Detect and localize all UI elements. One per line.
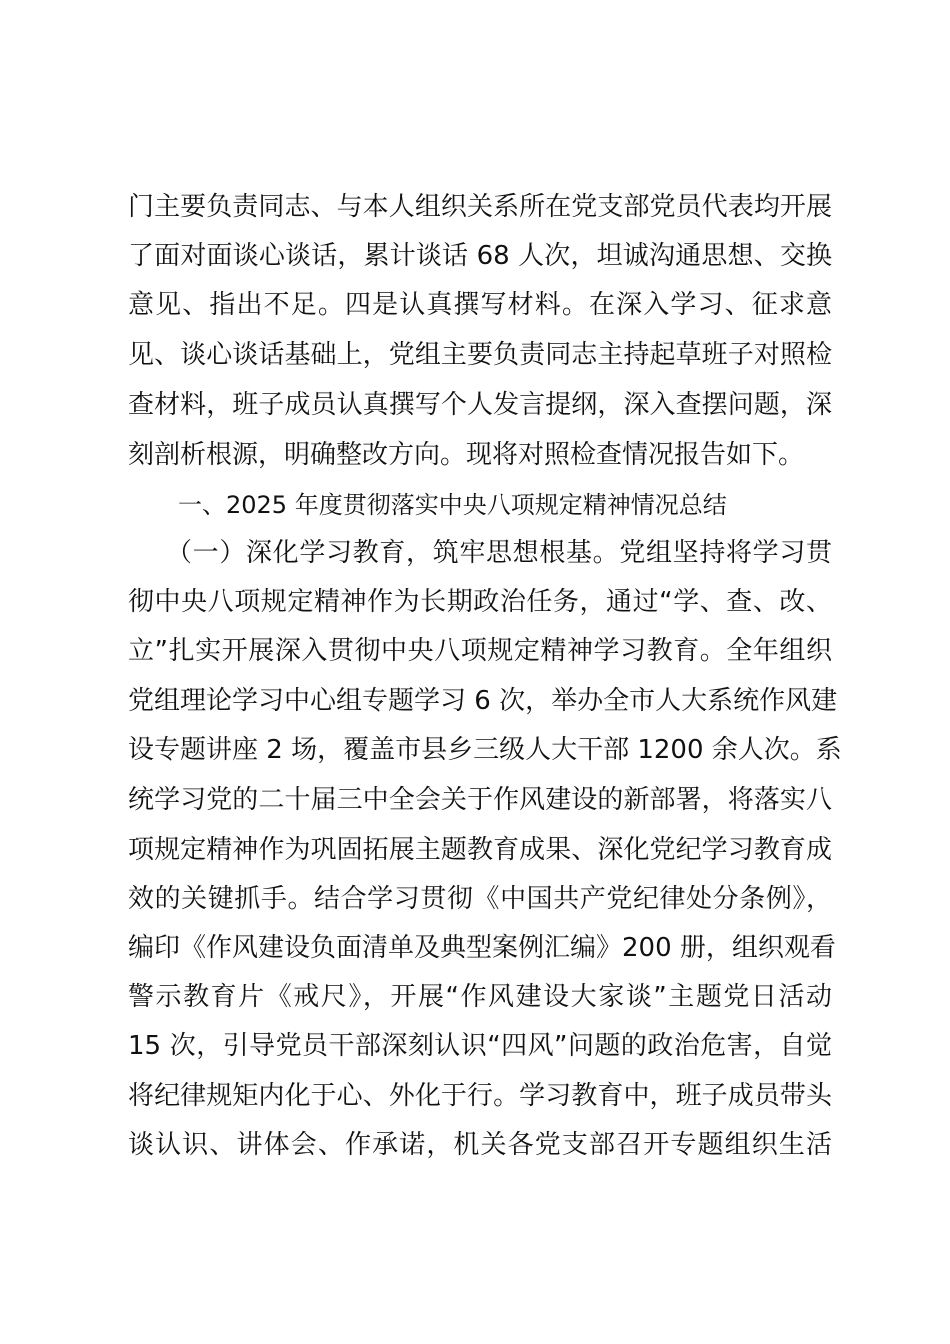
paragraph-line: 警示教育片《戒尺》，开展“作风建设大家谈”主题党日活动 — [128, 982, 832, 1012]
paragraph-line: 设专题讲座 2 场，覆盖市县乡三级人大干部 1200 余人次。系 — [128, 735, 842, 765]
paragraph-line: 谈认识、讲体会、作承诺，机关各党支部召开专题组织生活 — [128, 1130, 832, 1160]
paragraph-line: 15 次，引导党员干部深刻认识“四风”问题的政治危害，自觉 — [128, 1031, 832, 1061]
paragraph-line: 统学习党的二十届三中全会关于作风建设的新部署，将落实八 — [128, 785, 832, 815]
paragraph-line: 刻剖析根源，明确整改方向。现将对照检查情况报告如下。 — [128, 440, 805, 470]
paragraph-line: （一）深化学习教育，筑牢思想根基。党组坚持将学习贯 — [166, 538, 832, 568]
paragraph-line: 查材料，班子成员认真撰写个人发言提纲，深入查摆问题，深 — [128, 390, 832, 420]
paragraph-line: 立”扎实开展深入贯彻中央八项规定精神学习教育。全年组织 — [128, 636, 832, 666]
paragraph-line: 彻中央八项规定精神作为长期政治任务，通过“学、查、改、 — [128, 587, 832, 617]
paragraph-line: 党组理论学习中心组专题学习 6 次，举办全市人大系统作风建 — [128, 686, 838, 716]
paragraph-line: 编印《作风建设负面清单及典型案例汇编》200 册，组织观看 — [128, 933, 836, 963]
paragraph-line: 了面对面谈心谈话，累计谈话 68 人次，坦诚沟通思想、交换 — [128, 241, 832, 271]
paragraph-line: 将纪律规矩内化于心、外化于行。学习教育中，班子成员带头 — [128, 1081, 832, 1111]
paragraph-line: 见、谈心谈话基础上，党组主要负责同志主持起草班子对照检 — [128, 340, 832, 370]
section-heading: 一、2025 年度贯彻落实中央八项规定精神情况总结 — [178, 491, 727, 519]
paragraph-line: 项规定精神作为巩固拓展主题教育成果、深化党纪学习教育成 — [128, 835, 832, 865]
paragraph-line: 意见、指出不足。四是认真撰写材料。在深入学习、征求意 — [128, 290, 832, 320]
paragraph-line: 门主要负责同志、与本人组织关系所在党支部党员代表均开展 — [128, 192, 832, 222]
paragraph-line: 效的关键抓手。结合学习贯彻《中国共产党纪律处分条例》， — [128, 884, 832, 914]
